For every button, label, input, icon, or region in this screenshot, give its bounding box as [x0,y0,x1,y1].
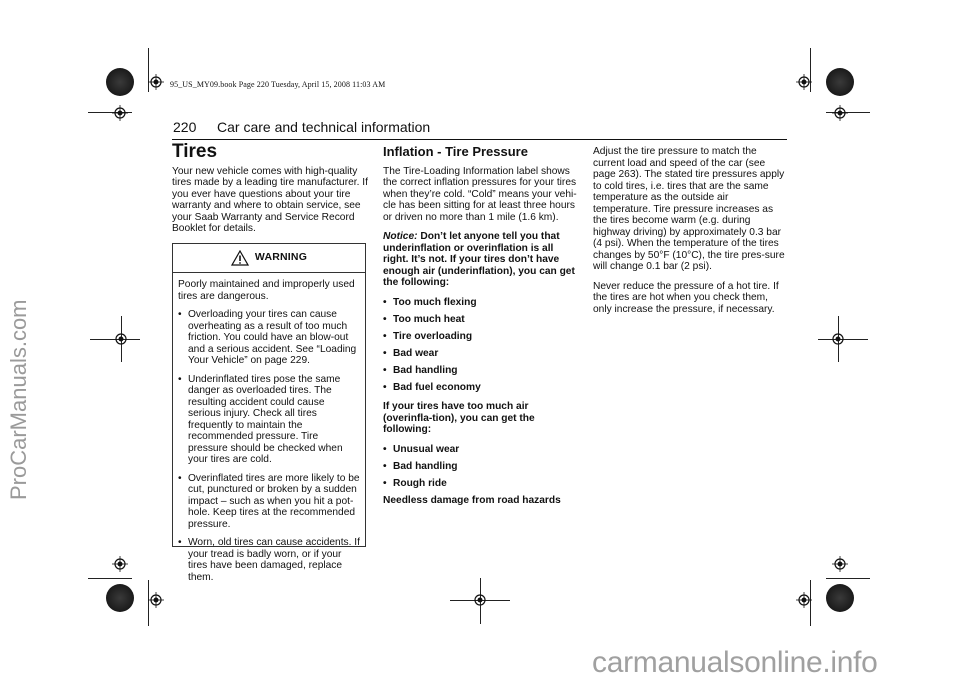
crosshair-icon [112,105,128,121]
chapter-title: Car care and technical information [217,119,431,135]
warning-header [178,250,360,266]
warning-divider [173,272,365,273]
registration-dot [106,584,134,612]
list-item: • Bad wear [383,348,579,360]
crosshair-icon [796,592,812,608]
closing-line: Needless damage from road hazards [383,494,561,506]
list-item: • Too much flexing [383,297,579,309]
warning-box [172,243,366,583]
crosshair-icon [832,556,848,572]
list-item: • Bad handling [383,461,579,473]
list-item: • Too much heat [383,314,579,326]
list-item: • Rough ride [383,478,579,490]
list-item: • Bad handling [383,365,579,377]
adjust-paragraph: Adjust the tire pressure to match the current load and speed of the car (see page 263). The stated tire pressures apply to cold tires, i.e. tires that are the same temperature as the outside air temperature. Tire pressure increases as the tires become warm (e.g. during highway driving) by approximately 0.3 bar (4 psi). When the temperature of the tires changes by 50°F (10°C), the tire pres-sure will change 0.1 bar (2 psi). [593,146,785,272]
right-column [593,146,787,323]
warning-list [178,309,360,583]
warning-title: WARNING [254,251,308,264]
overinflation-intro: If your tires have too much air (overinfla-tion), you can get the following: [383,401,535,435]
underinflation-list [383,297,579,394]
inflation-paragraph: The Tire-Loading Information label shows the correct inflation pressures for your tires when they’re cold. “Cold” means your vehi-cle has been sitting for at least three hours or driven no more than 1 mile (1.6 km). [383,165,577,223]
warning-item: • Overloading your tires can cause overheating as a result of too much friction. You could have an blow-out and a serious accident. See “Loading Your Vehicle” on page 229. [178,309,360,367]
bottom-watermark: carmanualsonline.info [592,646,878,679]
crosshair-icon [830,331,846,347]
warning-triangle-icon [231,250,249,266]
vertical-watermark: ProCarManuals.com [6,299,31,500]
crosshair-icon [112,556,128,572]
list-item: • Tire overloading [383,331,579,343]
middle-column [383,146,579,514]
header-rule [172,139,787,140]
notice-paragraph [383,231,579,289]
warning-item: • Underinflated tires pose the same danger as overloaded tires. The resulting accident could cause serious injury. Check all tires frequently to maintain the recommended pressure. Tire pressure should be checked when your tires are cold. [178,374,360,466]
crosshair-icon [832,105,848,121]
notice-text: Don’t let anyone tell you that underinflation or overinflation is all right. It’s not. If your tires don’t have enough air (underinflation), you can get the following: [383,231,575,288]
warning-item: • Worn, old tires can cause accidents. If your tread is badly worn, or if your tires have been damaged, replace them. [178,537,360,583]
page-number: 220 [173,119,197,135]
crosshair-icon [472,592,488,608]
left-column [172,141,368,243]
warning-intro: Poorly maintained and improperly used tires are dangerous. [178,279,355,302]
notice-label: Notice: [383,231,418,242]
list-item: • Unusual wear [383,444,579,456]
list-item: • Bad fuel economy [383,382,579,394]
book-file-header: 95_US_MY09.book Page 220 Tuesday, April 15, 2008 11:03 AM [170,80,386,89]
warning-item: • Overinflated tires are more likely to be cut, punctured or broken by a sudden impact – such as when you hit a pot-hole. Keep tires at the recommended pressure. [178,473,360,531]
intro-paragraph: Your new vehicle comes with high-quality tires made by a leading tire manufacturer. If you ever have questions about your tire warranty and where to obtain service, see your Saab Warranty and Service Record Booklet for details. [172,165,368,234]
hot-tire-paragraph: Never reduce the pressure of a hot tire. If the tires are hot when you check them, only increase the pressure, if necessary. [593,280,779,315]
crosshair-icon [148,592,164,608]
section-heading: Tires [172,141,218,162]
registration-dot [826,68,854,96]
crosshair-icon [148,74,164,90]
subsection-heading: Inflation - Tire Pressure [383,144,528,159]
crosshair-icon [113,331,129,347]
registration-dot [106,68,134,96]
crosshair-icon [796,74,812,90]
overinflation-list [383,444,579,490]
registration-dot [826,584,854,612]
